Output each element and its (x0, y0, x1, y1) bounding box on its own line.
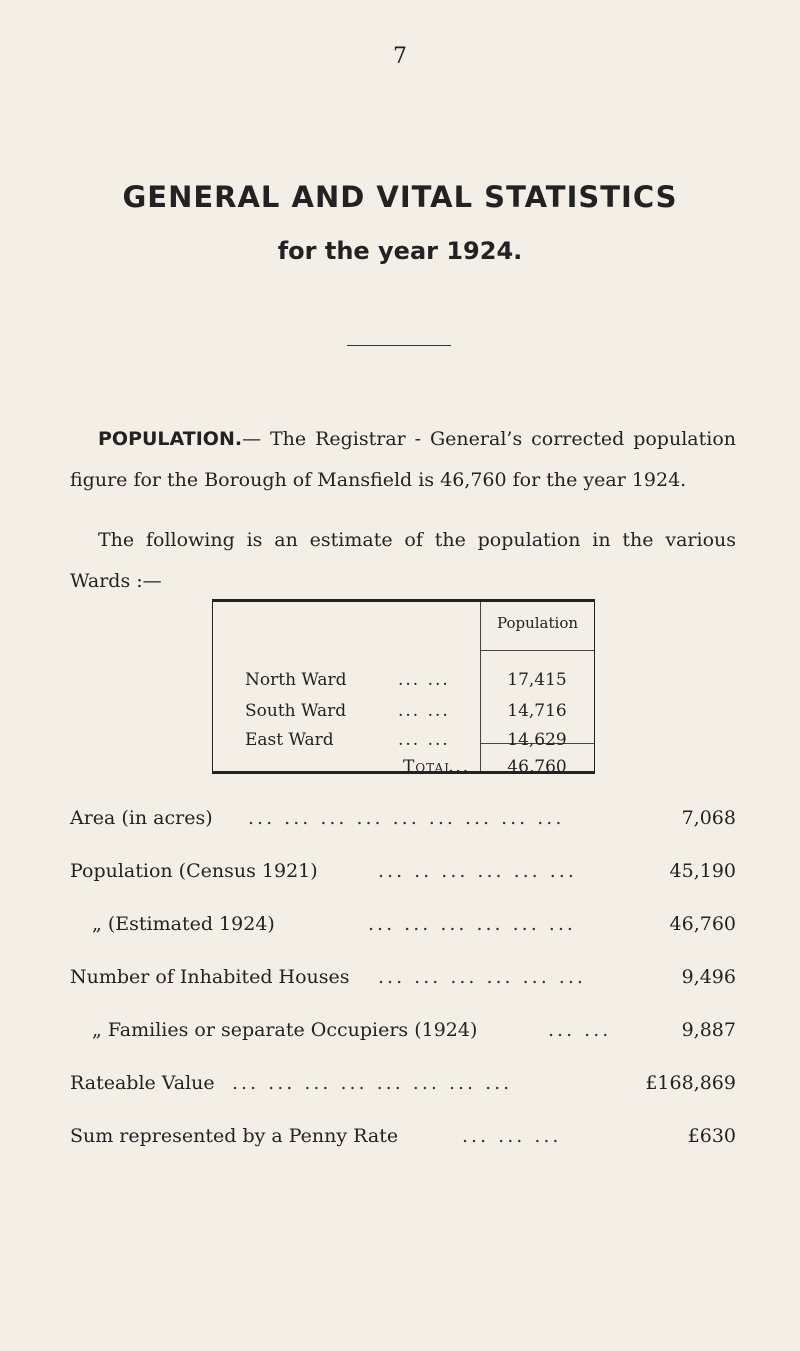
page-number: 7 (393, 44, 407, 69)
stat-row-rateable-value (70, 1072, 736, 1100)
ward-name: North Ward (245, 670, 347, 690)
stat-value: £168,869 (645, 1072, 736, 1094)
stat-value: 45,190 (669, 860, 736, 882)
leader-dots: ... ... ... (462, 1125, 562, 1147)
ward-population: 14,629 (507, 730, 567, 750)
stat-value: 9,887 (681, 1019, 736, 1041)
stat-label: „ (Estimated 1924) (92, 913, 275, 935)
stat-value: 9,496 (681, 966, 736, 988)
table-header-divider (480, 650, 594, 651)
stat-value: 7,068 (681, 807, 736, 829)
wards-intro-text: The following is an estimate of the population in the various Wards :— (70, 529, 736, 592)
stat-label: Sum represented by a Penny Rate (70, 1125, 399, 1147)
leader-dots: ... ... ... ... ... ... ... ... (232, 1072, 513, 1094)
stat-value: £630 (687, 1125, 736, 1147)
table-row (213, 670, 596, 694)
population-paragraph (70, 419, 736, 501)
stat-value: 46,760 (669, 913, 736, 935)
total-label: Total (403, 757, 454, 777)
stat-row-area (70, 807, 736, 835)
leader-dots: ... ... (398, 730, 450, 750)
stat-row-estimated (70, 913, 736, 941)
stat-row-houses (70, 966, 736, 994)
stat-label: Rateable Value (70, 1072, 215, 1094)
total-row (213, 757, 596, 781)
page-title: GENERAL AND VITAL STATISTICS (122, 180, 678, 214)
population-lead: POPULATION. (98, 428, 243, 450)
ward-population: 17,415 (507, 670, 567, 690)
table-row (213, 701, 596, 725)
stat-row-penny-rate (70, 1125, 736, 1153)
population-text: — The Registrar - General’s corrected population figure for the Borough of Mansfield is 46,760 for the year 1924. (70, 428, 736, 491)
leader-dots: ... (448, 757, 471, 777)
population-column-header: Population (496, 614, 579, 632)
ward-population: 14,716 (507, 701, 567, 721)
leader-dots: ... ... ... ... ... ... ... ... ... (248, 807, 565, 829)
leader-dots: ... ... (398, 670, 450, 690)
stat-label: Population (Census 1921) (70, 860, 318, 882)
page-subtitle: for the year 1924. (277, 237, 523, 265)
leader-dots: ... .. ... ... ... ... (378, 860, 577, 882)
leader-dots: ... ... ... ... ... ... (378, 966, 586, 988)
title-divider (347, 345, 451, 346)
ward-population-table (212, 599, 595, 777)
total-value: 46,760 (507, 757, 567, 777)
ward-name: South Ward (245, 701, 347, 721)
stat-row-census (70, 860, 736, 888)
stat-label: Area (in acres) (70, 807, 213, 829)
table-row (213, 730, 596, 754)
stat-row-families (70, 1019, 736, 1047)
ward-name: East Ward (245, 730, 334, 750)
leader-dots: ... ... (548, 1019, 612, 1041)
stat-label: Number of Inhabited Houses (70, 966, 350, 988)
leader-dots: ... ... ... ... ... ... (368, 913, 576, 935)
stat-label: „ Families or separate Occupiers (1924) (92, 1019, 478, 1041)
wards-intro (70, 520, 736, 602)
leader-dots: ... ... (398, 701, 450, 721)
